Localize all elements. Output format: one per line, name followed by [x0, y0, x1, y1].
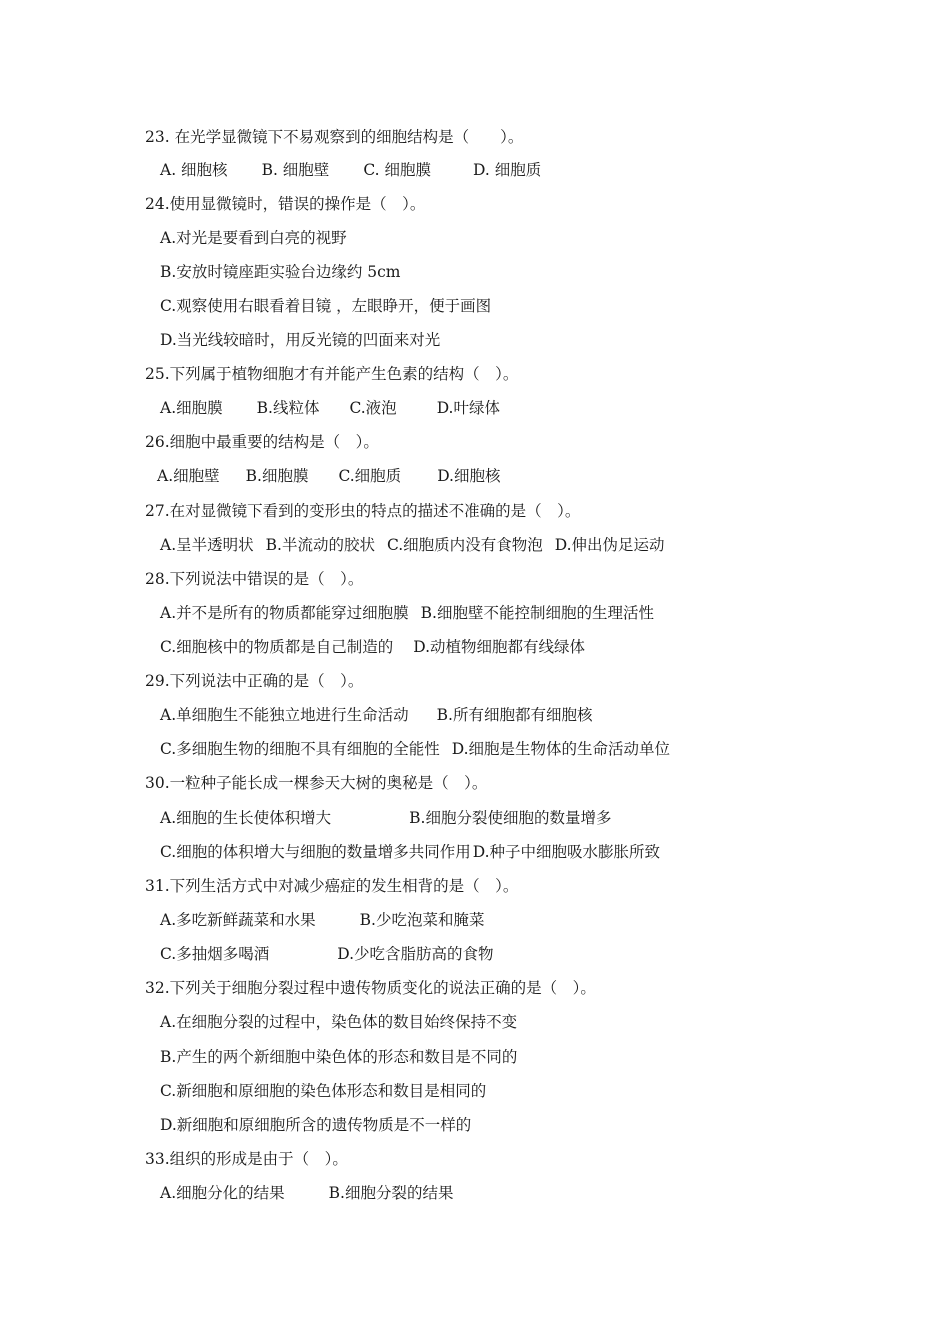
option-d: D.叶绿体	[436, 399, 500, 417]
option-d: D. 细胞质	[472, 161, 542, 179]
option-b: B.线粒体	[256, 399, 320, 417]
option-d: D.种子中细胞吸水膨胀所致	[472, 843, 661, 861]
question-31-options-ab	[160, 910, 484, 930]
question-31-options-cd	[160, 944, 494, 964]
option-d: D.细胞是生物体的生命活动单位	[451, 740, 671, 758]
question-33-stem: 33.组织的形成是由于（ ）。	[145, 1150, 348, 1168]
question-26-stem: 26.细胞中最重要的结构是（ ）。	[145, 433, 379, 451]
option-a: A.细胞膜	[160, 399, 223, 417]
question-23-stem: 23. 在光学显微镜下不易观察到的细胞结构是（ ）。	[145, 128, 524, 146]
option-b: B. 细胞壁	[261, 161, 330, 179]
option-b: B.细胞分裂使细胞的数量增多	[409, 809, 612, 827]
question-32-option-a: A.在细胞分裂的过程中，染色体的数目始终保持不变	[160, 1013, 518, 1031]
option-b: B.少吃泡菜和腌菜	[359, 911, 485, 929]
option-c: C.细胞核中的物质都是自己制造的	[160, 638, 394, 656]
option-a: A. 细胞核	[160, 161, 228, 179]
question-30-stem: 30.一粒种子能长成一棵参天大树的奥秘是（ ）。	[145, 774, 488, 792]
option-d: D.少吃含脂肪高的食物	[337, 945, 494, 963]
question-32-option-d: D.新细胞和原细胞所含的遗传物质是不一样的	[160, 1116, 472, 1134]
question-24-option-c: C.观察使用右眼看着目镜 ，左眼睁开，便于画图	[160, 297, 492, 315]
option-c: C.细胞质	[338, 467, 402, 485]
question-27-options	[160, 535, 665, 555]
question-30-options-ab	[160, 808, 611, 828]
question-30-options-cd	[160, 842, 660, 862]
question-28-options-cd	[160, 637, 585, 657]
option-d: D.动植物细胞都有线绿体	[413, 638, 586, 656]
question-23-options	[160, 160, 541, 180]
question-32-option-c: C.新细胞和原细胞的染色体形态和数目是相同的	[160, 1082, 487, 1100]
question-26-options	[157, 466, 501, 486]
question-29-stem: 29.下列说法中正确的是（ ）。	[145, 672, 364, 690]
option-d: D.细胞核	[437, 467, 501, 485]
question-25-options	[160, 398, 500, 418]
question-31-stem: 31.下列生活方式中对减少癌症的发生相背的是（ ）。	[145, 877, 519, 895]
option-b: B.细胞壁不能控制细胞的生理活性	[420, 604, 654, 622]
option-a: A.细胞分化的结果	[160, 1184, 285, 1202]
option-b: B.半流动的胶状	[265, 536, 375, 554]
question-24-option-d: D.当光线较暗时，用反光镜的凹面来对光	[160, 331, 441, 349]
option-a: A.细胞的生长使体积增大	[160, 809, 332, 827]
option-c: C.细胞质内没有食物泡	[386, 536, 543, 554]
option-a: A.细胞壁	[157, 467, 220, 485]
question-25-stem: 25.下列属于植物细胞才有并能产生色素的结构（ ）。	[145, 365, 519, 383]
question-24-option-a: A.对光是要看到白亮的视野	[160, 229, 347, 247]
question-29-options-cd	[160, 739, 670, 759]
option-b: B.细胞膜	[245, 467, 309, 485]
option-a: A.单细胞生不能独立地进行生命活动	[160, 706, 409, 724]
question-32-stem: 32.下列关于细胞分裂过程中遗传物质变化的说法正确的是（ ）。	[145, 979, 596, 997]
option-a: A.并不是所有的物质都能穿过细胞膜	[160, 604, 409, 622]
option-c: C.细胞的体积增大与细胞的数量增多共同作用	[160, 843, 471, 861]
option-d: D.伸出伪足运动	[554, 536, 665, 554]
option-b: B.所有细胞都有细胞核	[436, 706, 593, 724]
question-28-stem: 28.下列说法中错误的是（ ）。	[145, 570, 364, 588]
question-33-options	[160, 1183, 453, 1203]
question-24-stem: 24.使用显微镜时，错误的操作是（ ）。	[145, 195, 426, 213]
question-29-options-ab	[160, 705, 592, 725]
option-a: A.多吃新鲜蔬菜和水果	[160, 911, 316, 929]
question-28-options-ab	[160, 603, 654, 623]
question-24-option-b: B.安放时镜座距实验台边缘约 5cm	[160, 263, 401, 281]
option-a: A.呈半透明状	[160, 536, 254, 554]
question-32-option-b: B.产生的两个新细胞中染色体的形态和数目是不同的	[160, 1048, 518, 1066]
option-b: B.细胞分裂的结果	[328, 1184, 454, 1202]
option-c: C.多抽烟多喝酒	[160, 945, 270, 963]
option-c: C. 细胞膜	[363, 161, 431, 179]
option-c: C.液泡	[349, 399, 397, 417]
option-c: C.多细胞生物的细胞不具有细胞的全能性	[160, 740, 440, 758]
question-27-stem: 27.在对显微镜下看到的变形虫的特点的描述不准确的是（ ）。	[145, 502, 581, 520]
